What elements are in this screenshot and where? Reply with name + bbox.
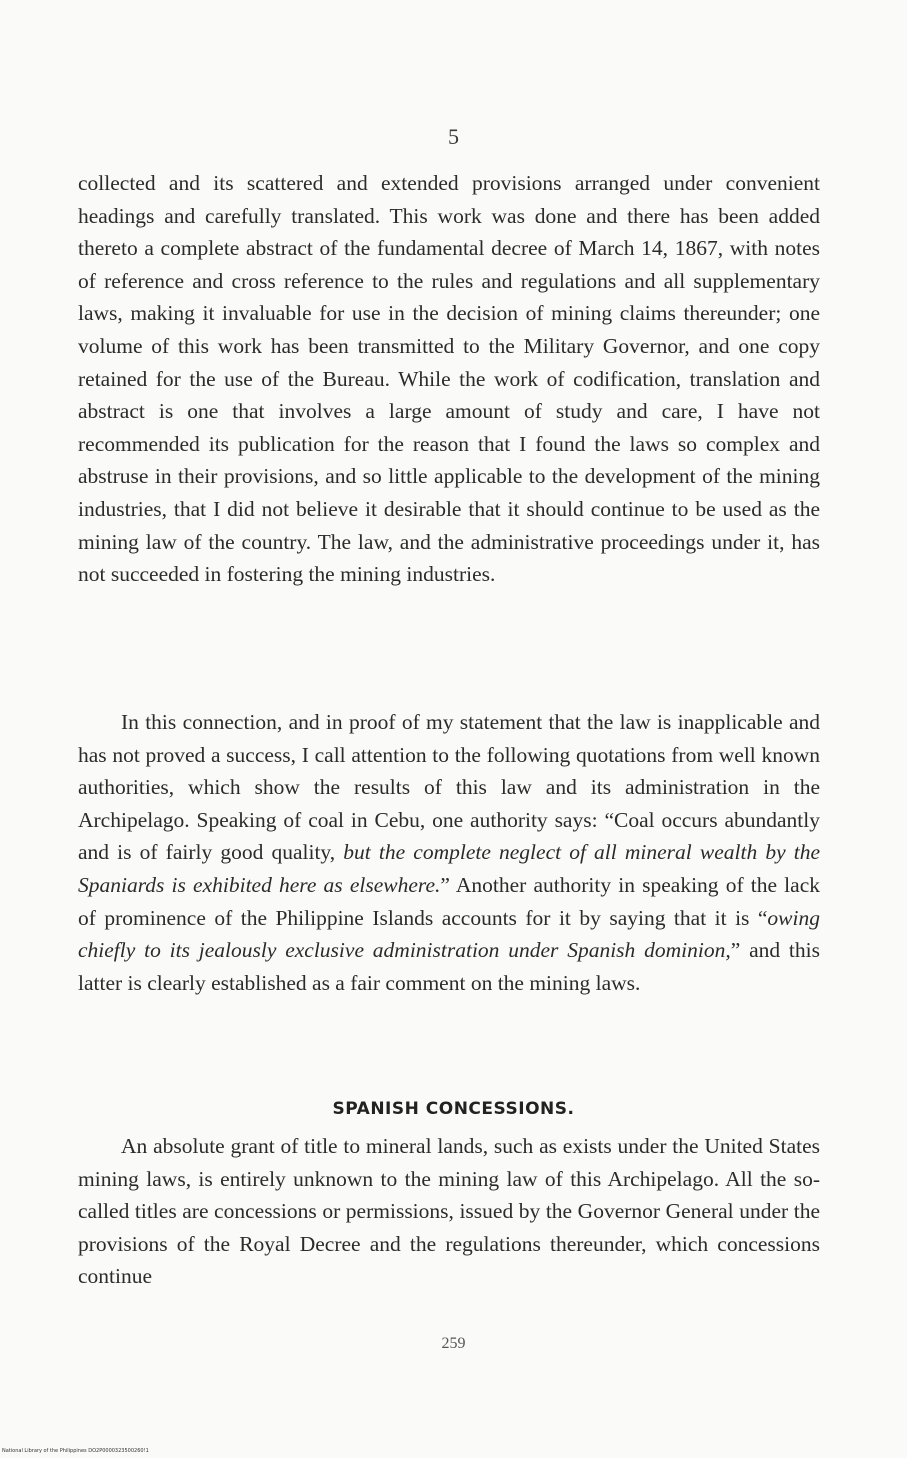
paragraph-quotations xyxy=(78,706,820,999)
section-heading: SPANISH CONCESSIONS. xyxy=(332,1099,575,1119)
quotation-italic-2: owing chiefly to its jealously exclusive administration under Spanish dominion, xyxy=(78,905,820,963)
paragraph-concessions: An absolute grant of title to mineral lands, such as exists under the United States mining laws, is entirely unknown to the mining law of this Archipelago. All the so-called titles are concessions or permissions, issued by the Governor General under the provisions of the Royal Decree and the regulations thereunder, which concessions continue xyxy=(78,1134,820,1289)
paragraph-quotations-text-1: In this connection, and in proof of my statement that the law is inapplicable and has not proved a success, I call attention to the following quotations from well known authorities, which show the results of this law and its administration in the Archipelago. Speaking of coal in Cebu, one authority says: “Coal occurs abundantly and is of fairly good quality, xyxy=(78,710,820,865)
page-number: 5 xyxy=(448,124,459,149)
paragraph-quotations-text-2: ” Another authority in speaking of the lack of prominence of the Philippine Islands accounts for it by saying that it is “ xyxy=(78,872,820,930)
paragraph-codification: collected and its scattered and extended provisions arranged under convenient headings and carefully translated. This work was done and there has been added thereto a complete abstract of the fundamental decree of March 14, 1867, with notes of reference and cross reference to the rules and regulations and all supplementary laws, making it invaluable for use in the decision of mining claims thereunder; one volume of this work has been transmitted to the Military Governor, and one copy retained for the use of the Bureau. While the work of codification, translation and abstract is one that involves a large amount of study and care, I have not recommended its publication for the reason that I found the laws so complex and abstruse in their provisions, and so little applicable to the development of the mining industries, that I did not believe it desirable that it should continue to be used as the mining law of the country. The law, and the administrative proceedings under it, has not succeeded in fostering the mining industries. xyxy=(78,171,820,587)
paragraph-quotations-text-3: ” and this latter is clearly established as a fair comment on the mining laws. xyxy=(78,938,820,995)
quotation-italic-1: but the complete neglect of all mineral wealth by the Spaniards is exhibited here as elsewhere. xyxy=(78,840,821,897)
library-credit: National Library of the Philippines DO2P0000323500260!1 xyxy=(2,1448,149,1454)
footer-page-number: 259 xyxy=(441,1335,466,1352)
